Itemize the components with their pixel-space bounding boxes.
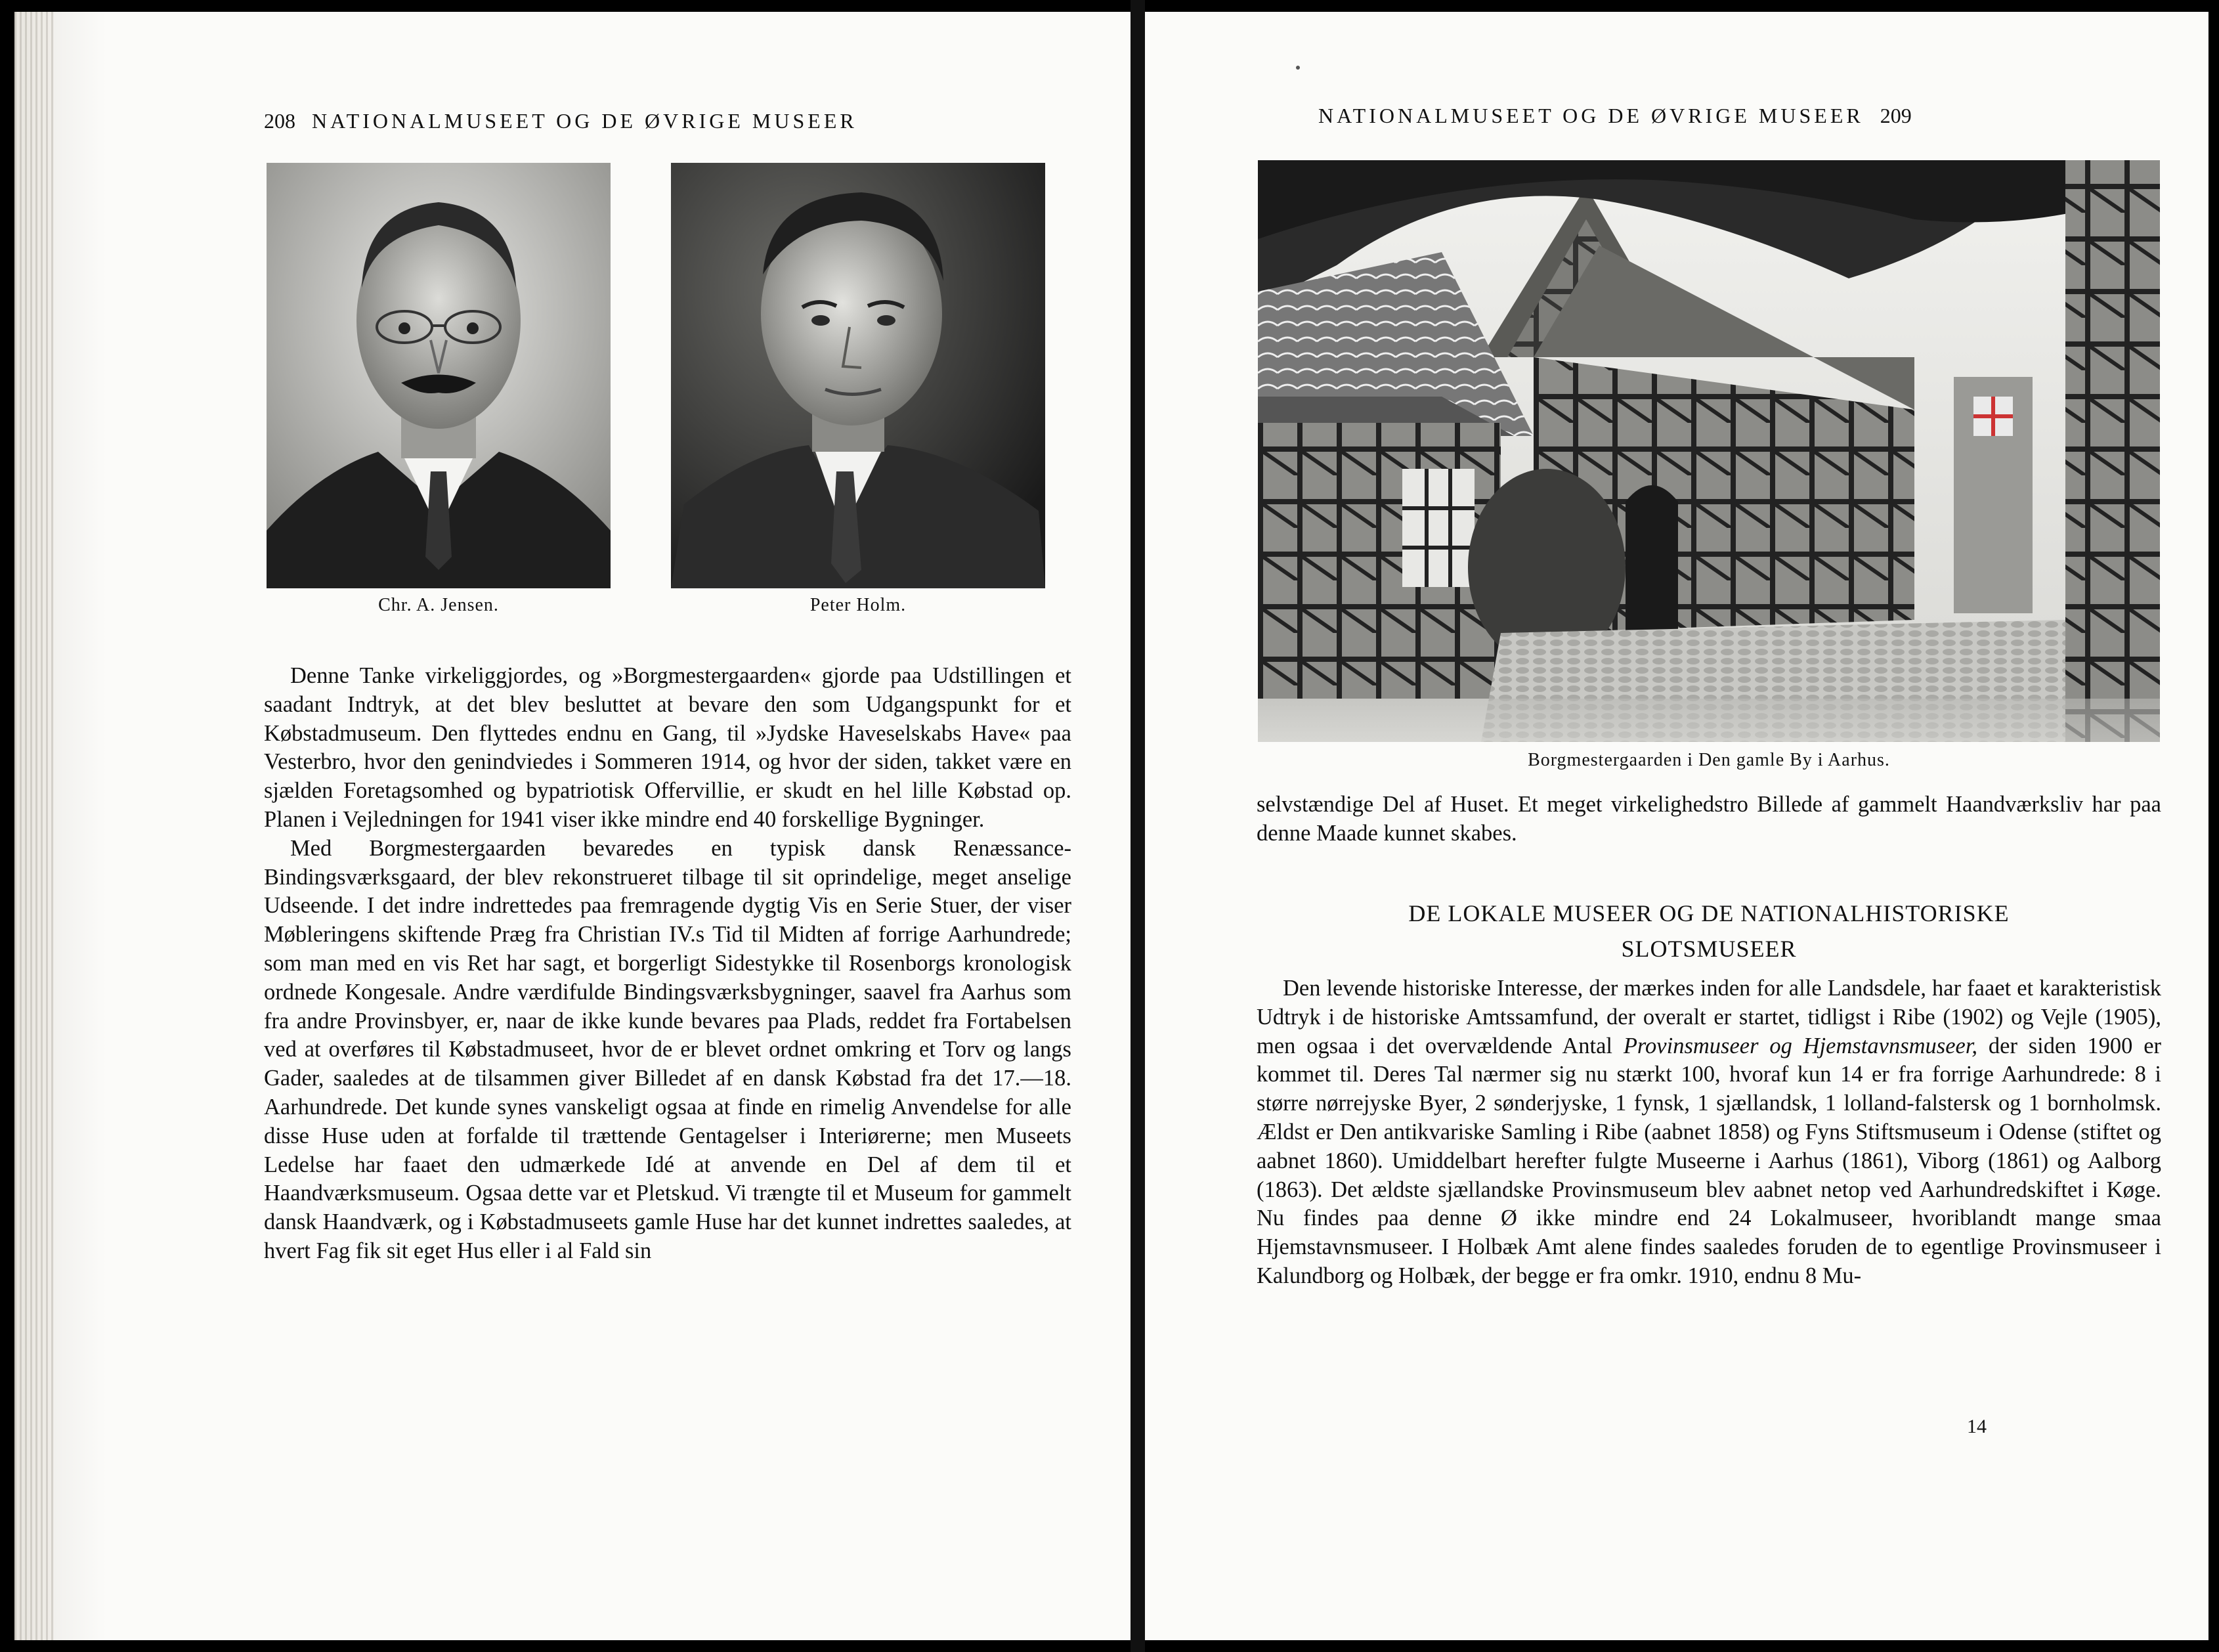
signature-mark: 14 (1967, 1416, 1987, 1437)
section-heading (1257, 896, 2161, 967)
continuation-paragraph: selvstændige Del af Huset. Et meget virkelighedstro Billede af gammelt Haandværksliv har paa denne Maade kunnet skabes. (1257, 792, 2161, 846)
right-page (1145, 12, 2208, 1640)
left-paragraph-1: Denne Tanke virkeliggjordes, og »Borgmestergaarden« gjorde paa Udstillingen et saadant Indtryk, at det blev besluttet at bevare den som Udgangspunkt for et Købstadmuseum. Den flyttedes endnu en Gang, til »Jydske Haveselskabs Have« paa Vesterbro, hvor den genindviedes i Sommeren 1914, og hvor der siden, takket være en sjælden Foretagsomhed og bypatriotisk Offervillie, er skudt en hel lille Købstad op. Planen i Vejledningen for 1941 viser ikke mindre end 40 forskellige Bygninger. (264, 663, 1071, 832)
section-heading-line-2: SLOTSMUSEER (1621, 936, 1797, 962)
left-running-head-title: NATIONALMUSEET OG DE ØVRIGE MUSEER (312, 109, 857, 133)
left-page-number: 208 (264, 109, 295, 133)
left-running-head (264, 109, 857, 133)
section-text-end: der siden 1900 er kommet til. Deres Tal nærmer sig nu stærkt 100, hvoraf kun 14 er fra forrige Aarhundrede: 8 i større nørrejyske Byer, 2 sønderjyske, 1 fynsk, 1 sjællandsk, 1 lolland-falstersk og 1 bornholmsk. Ældst er Den antikvariske Samling i Ribe (aabnet 1858) og Fyns Stiftsmuseum i Odense (stiftet og aabnet 1860). Umiddelbart herefter fulgte Museerne i Aarhus (1861), Viborg (1861) og Aalborg (1863). Det ældste sjællandske Provinsmuseum blev aabnet netop ved Aarhundredskiftet i Køge. Nu findes paa denne Ø ikke mindre end 24 Lokalmuseer, hvoriblandt mange smaa Hjemstavnsmuseer. I Holbæk Amt alene findes saaledes foruden de to egentlige Provinsmuseer i Kalundborg og Holbæk, der begge er fra omkr. 1910, endnu 8 Mu- (1257, 1033, 2161, 1288)
right-page-number: 209 (1880, 104, 1912, 127)
section-text-start: Den levende historiske Interesse, der mærkes inden for alle Landsdele, har faaet et karakteristisk Udtryk i de historiske Amtssamfund, der overalt er startet, tidligst i Ribe (1902) og Vejle (1905), men ogsaa i det overvældende Antal (1257, 976, 2161, 1058)
courtyard-photo (1258, 160, 2160, 742)
section-text-italic: Provinsmuseer og Hjemstavnsmuseer, (1623, 1033, 1978, 1058)
courtyard-photo-caption: Borgmestergaarden i Den gamle By i Aarhus. (1528, 750, 1890, 770)
left-paragraph-2: Med Borgmestergaarden bevaredes en typisk dansk Renæssance-Bindingsværksgaard, der blev rekonstrueret tilbage til sit oprindelige, meget anselige Udseende. I det indre indrettedes paa fremragende dygtig Vis en Serie Stuer, der viser Møbleringens skiftende Præg fra Christian IV.s Tid til Midten af forrige Aarhundrede; som man med en vis Ret har sagt, et borgerligt Sidestykke til Rosenborgs kronologisk ordnede Kongesale. Andre værdifulde Bindingsværksbygninger, saavel fra Aarhus som fra andre Provinsbyer, er, naar de ikke kunde bevares paa Plads, reddet fra Fortabelsen ved at overføres til Købstadmuseet, hvor de er blevet ordnet omkring et Torv og langs Gader, saaledes at de tilsammen giver Billedet af en dansk Købstad fra det 17.—18. Aarhundrede. Det kunde synes vanskeligt ogsaa at finde en rimelig Anvendelse for alle disse Huse uden at forfalde til trættende Gentagelser i Interiørerne; men Museets Ledelse har faaet den udmærkede Idé at anvende en Del af dem til et Haandværksmuseum. Ogsaa dette var et Pletskud. Vi trængte til et Museum for gammelt dansk Haandværk, og i Købstadmuseets gamle Huse har det kunnet indrettes saaledes, at hvert Fag fik sit eget Hus eller i al Fald sin (264, 835, 1071, 1263)
section-paragraph (1257, 974, 2161, 1291)
right-continuation-text (1257, 791, 2161, 848)
portrait-jensen-caption: Chr. A. Jensen. (378, 595, 499, 615)
portrait-holm (671, 163, 1045, 588)
section-heading-line-1: DE LOKALE MUSEER OG DE NATIONALHISTORISKE (1408, 900, 2010, 926)
portrait-holm-caption: Peter Holm. (809, 595, 907, 615)
right-running-head-title: NATIONALMUSEET OG DE ØVRIGE MUSEER (1318, 104, 1864, 127)
right-section-text (1257, 974, 2161, 1291)
left-body-text (264, 662, 1071, 1266)
page-edge-shading (14, 12, 54, 1640)
book-gutter (1131, 0, 1145, 1652)
portrait-jensen (267, 163, 611, 588)
right-running-head (1318, 104, 1912, 128)
print-speck (1296, 66, 1300, 70)
left-page (14, 12, 1131, 1640)
